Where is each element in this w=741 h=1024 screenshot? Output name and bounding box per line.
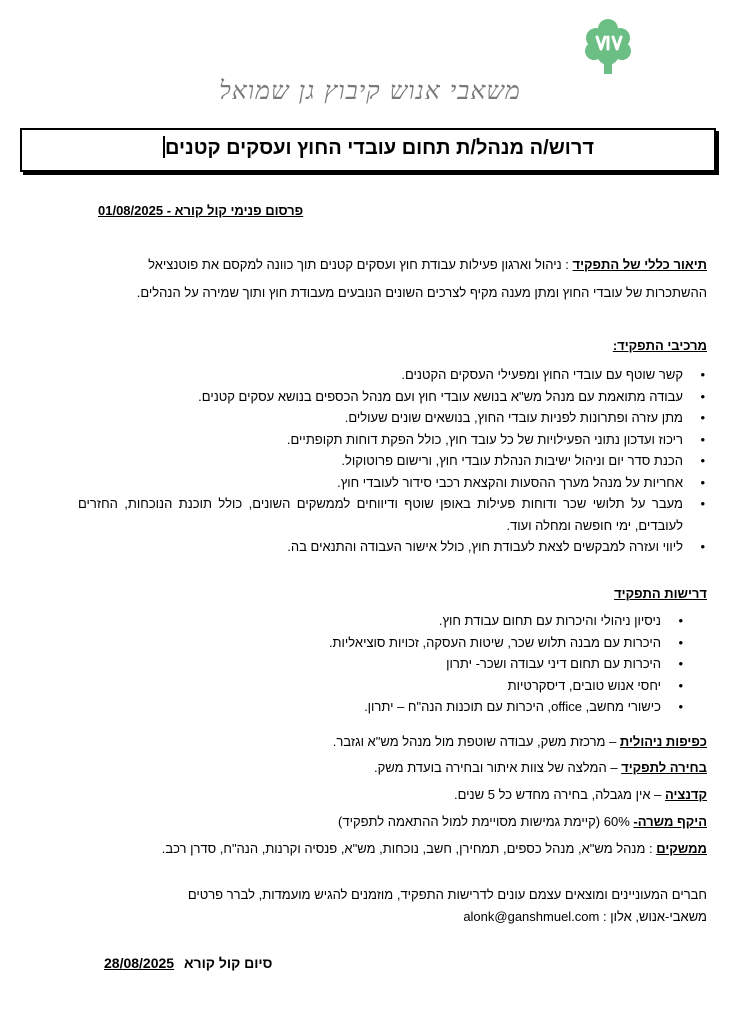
list-item: • היכרות עם תחום דיני עבודה ושכר- יתרון	[61, 653, 661, 675]
tenure-line	[454, 787, 707, 802]
closing-line	[98, 955, 272, 971]
scope-value: 60% (קיימת גמישות מסויימת למול ההתאמה לתפקיד)	[338, 814, 634, 829]
general-description-line2: ההשתכרות של עובדי החוץ ומתן מענה מקיף לצרכים השונים הנובעים מעבודת חוץ ותוך שמירה על הנהלים.	[136, 285, 707, 300]
requirements-heading: דרישות התפקיד	[614, 586, 707, 601]
interfaces-label: ממשקים	[656, 841, 707, 856]
scope-label: היקף משרה-	[633, 814, 707, 829]
list-item: • ריכוז ועדכון נתוני הפעילויות של כל עובד חוץ, כולל הפקת דוחות תקופתיים.	[78, 429, 683, 451]
tenure-label: קדנציה	[664, 787, 707, 802]
list-item: • אחריות על מנהל מערך ההסעות והקצאת רכבי סידור לעובדי חוץ.	[78, 472, 683, 494]
brand-text: משאבי אנוש קיבוץ גן שמואל	[219, 76, 521, 105]
list-item: • ניסיון ניהולי והיכרות עם תחום עבודת חוץ.	[61, 610, 661, 632]
components-heading: מרכיבי התפקיד:	[612, 338, 707, 353]
scope-line	[338, 814, 707, 829]
title-box	[20, 128, 716, 172]
reporting-value: – מרכזת משק, עבודה שוטפת מול מנהל מש"א וגזבר.	[332, 734, 620, 749]
list-item: • הכנת סדר יום וניהול ישיבות הנהלת עובדי חוץ, ורישום פרוטוקול.	[78, 450, 683, 472]
list-item: • היכרות עם מבנה תלוש שכר, שיטות העסקה, זכויות סוציאליות.	[61, 632, 661, 654]
general-description-text: : ניהול וארגון פעילות עבודת חוץ ועסקים קטנים תוך כוונה למקסם את פוטנציאל	[148, 257, 573, 272]
reporting-label: כפיפות ניהולית	[619, 734, 707, 749]
closing-date: 28/08/2025	[104, 955, 175, 971]
list-item: • קשר שוטף עם עובדי החוץ ומפעילי העסקים הקטנים.	[78, 364, 683, 386]
tenure-value: – אין מגבלה, בחירה מחדש כל 5 שנים.	[454, 787, 665, 802]
list-item: • מתן עזרה ופתרונות לפניות עובדי החוץ, בנושאים שונים שעולים.	[78, 407, 683, 429]
general-description-line1	[148, 257, 707, 272]
interfaces-line	[162, 841, 707, 856]
requirements-list	[61, 610, 707, 718]
list-item: • מעבר על תלושי שכר ודוחות פעילות באופן שוטף ודיווחים לממשקים השונים, כולל תוכנת הנוכחות, החזרים לעובדים, ימי חופשה ומחלה ועוד.	[78, 493, 683, 536]
contact-line2: משאבי-אנוש, אלון : alonk@ganshmuel.com	[463, 909, 707, 924]
components-list	[78, 364, 707, 558]
list-item: • ליווי ועזרה למבקשים לצאת לעבודת חוץ, כולל אישור העבודה והתנאים בה.	[78, 536, 683, 558]
internal-publication: פרסום פנימי קול קורא - 01/08/2025	[98, 203, 304, 218]
selection-value: – המלצה של צוות איתור ובחירה בועדת משק.	[374, 760, 622, 775]
closing-label: סיום קול קורא	[183, 955, 273, 971]
tree-logo-icon	[584, 18, 632, 76]
list-item: • כישורי מחשב, office, היכרות עם תוכנות הנה"ח – יתרון.	[61, 696, 661, 718]
selection-label: בחירה לתפקיד	[621, 760, 707, 775]
reporting-line	[333, 734, 707, 749]
interfaces-value: : מנהל מש"א, מנהל כספים, תמחירן, חשב, נוכחות, מש"א, פנסיה וקרנות, הנה"ח, סדרן רכב.	[161, 841, 657, 856]
contact-line1: חברים המעוניינים ומוצאים עצמם עונים לדרישות התפקיד, מוזמנים להגיש מועמדות, לברר פרטים	[187, 887, 707, 902]
general-description-label: תיאור כללי של התפקיד	[572, 257, 707, 272]
selection-line	[374, 760, 707, 775]
list-item: • יחסי אנוש טובים, דיסקרטיות	[61, 675, 661, 697]
list-item: • עבודה מתואמת עם מנהל מש"א בנושא עובדי חוץ ועם מנהל הכספים בנושא עסקים קטנים.	[78, 386, 683, 408]
page-title: דרוש/ה מנהל/ת תחום עובדי החוץ ועסקים קטנים	[161, 136, 594, 160]
